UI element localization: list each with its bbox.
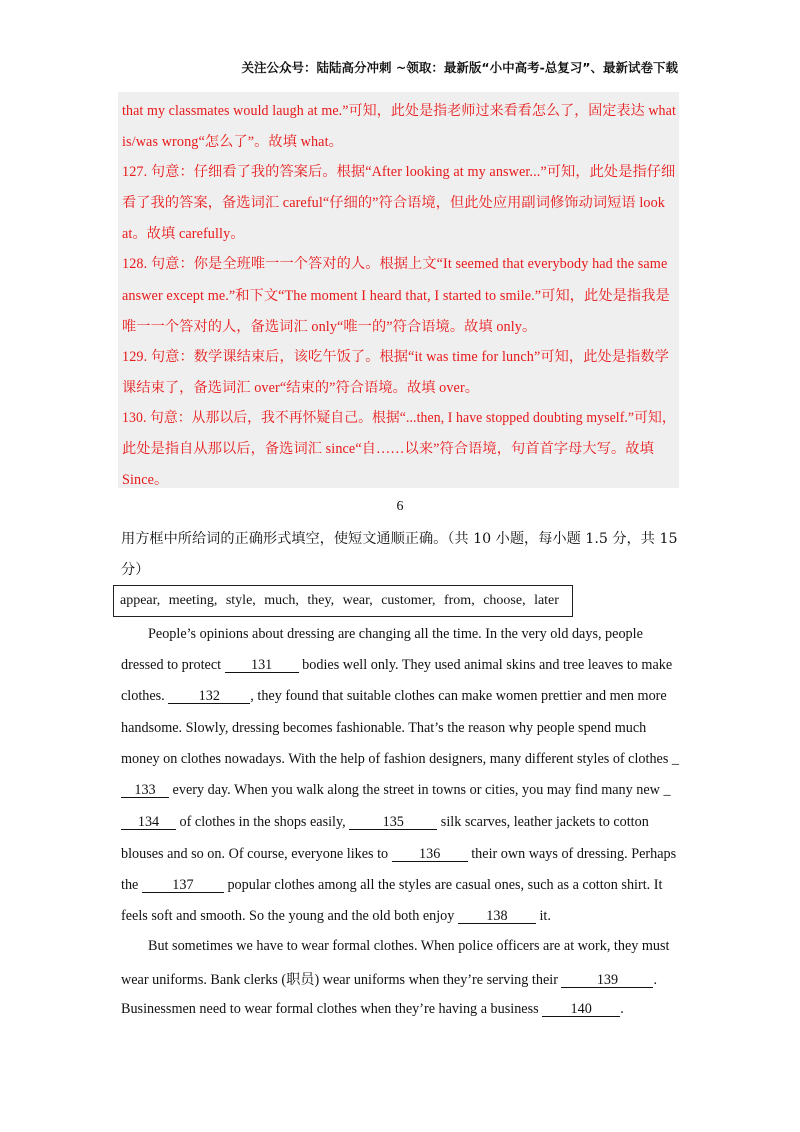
answer-line: 130. 句意：从那以后，我不再怀疑自己。根据“...then, I have stopped doubting myself.”可知， [122,410,676,426]
blank-136[interactable]: 136 [392,847,468,862]
passage-line: 134 of clothes in the shops easily, 135 silk scarves, leather jackets to cotton [121,814,649,831]
blank-139[interactable]: 139 [561,973,653,988]
blank-133[interactable]: 133 [121,783,169,798]
passage-line: 133 every day. When you walk along the street in towns or cities, you may find many new _ [121,782,671,799]
passage-line: feels soft and smooth. So the young and the old both enjoy 138 it. [121,908,551,924]
answer-line: is/was wrong“怎么了”。故填 what。 [122,134,343,150]
blank-135[interactable]: 135 [349,815,437,830]
answer-line: Since。 [122,472,169,488]
blank-138[interactable]: 138 [458,909,536,924]
answer-explanation-box [118,92,679,488]
passage-line: dressed to protect 131 bodies well only. They used animal skins and tree leaves to make [121,657,673,673]
passage-line: money on clothes nowadays. With the help of fashion designers, many different styles of clothes _ [121,751,680,767]
answer-line: at。故填 carefully。 [122,226,245,242]
blank-132[interactable]: 132 [168,689,250,704]
answer-line: that my classmates would laugh at me.”可知，此处是指老师过来看看怎么了，固定表达 what [122,103,676,119]
answer-line: answer except me.”和下文“The moment I heard that, I started to smile.”可知，此处是指我是 [122,288,670,304]
answer-line: 看了我的答案，备选词汇 careful“仔细的”符合语境，但此处应用副词修饰动词短语 look [122,195,665,211]
passage-line: wear uniforms. Bank clerks (职员) wear uniforms when they’re serving their 139 . [121,972,658,988]
answer-line: 127. 句意：仔细看了我的答案后。根据“After looking at my answer...”可知，此处是指仔细 [122,164,676,180]
blank-134[interactable]: 134 [121,815,176,830]
passage-line: handsome. Slowly, dressing becomes fashionable. That’s the reason why people spend much [121,720,647,736]
word-box-words: appear, meeting, style, much, they, wear, customer, from, choose, later [120,593,559,608]
blank-131[interactable]: 131 [225,658,299,673]
instruction-line: 分） [121,562,150,578]
passage-line: blouses and so on. Of course, everyone likes to 136 their own ways of dressing. Perhaps [121,846,677,862]
passage-line: the 137 popular clothes among all the styles are casual ones, such as a cotton shirt. It [121,877,663,893]
answer-line: 129. 句意：数学课结束后，该吃午饭了。根据“it was time for lunch”可知，此处是指数学 [122,349,669,365]
answer-line: 课结束了，备选词汇 over“结束的”符合语境。故填 over。 [122,380,480,396]
answer-line: 此处是指自从那以后，备选词汇 since“自……以来”符合语境，句首首字母大写。故填 [122,441,654,457]
passage-line: Businessmen need to wear formal clothes when they’re having a business 140 . [121,1001,624,1017]
word-box [113,585,573,617]
answer-line: 唯一一个答对的人，备选词汇 only“唯一的”符合语境。故填 only。 [122,319,537,335]
passage-line: But sometimes we have to wear formal clothes. When police officers are at work, they must [148,938,670,954]
answer-line: 128. 句意：你是全班唯一一个答对的人。根据上文“It seemed that everybody had the same [122,256,668,272]
passage-line: People’s opinions about dressing are changing all the time. In the very old days, people [148,626,643,642]
page-number: 6 [396,499,404,514]
instruction-line: 用方框中所给词的正确形式填空，使短文通顺正确。（共 10 小题，每小题 1.5 分，共 15 [121,531,678,547]
page-header: 关注公众号：陆陆高分冲刺 ~领取：最新版“小中高考-总复习”、最新试卷下载 [241,60,678,75]
blank-137[interactable]: 137 [142,878,224,893]
passage-line: clothes. 132 , they found that suitable clothes can make women prettier and men more [121,688,667,704]
blank-140[interactable]: 140 [542,1002,620,1017]
